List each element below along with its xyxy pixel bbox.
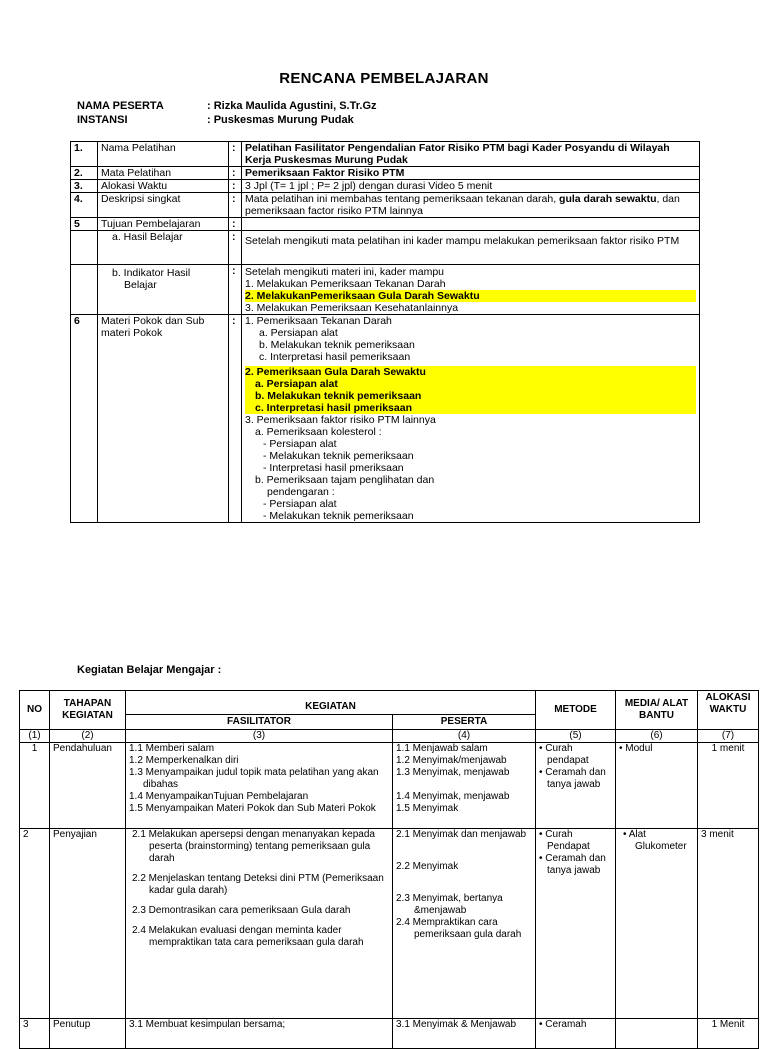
table-row [71,180,700,193]
nama-peserta-value: : Rizka Maulida Agustini, S.Tr.Gz [207,100,377,112]
row-separator: : [229,265,242,315]
materi-line: pendengaran : [267,486,335,498]
row-value: 3 Jpl (T= 1 jpl ; P= 2 jpl) dengan durasi Video 5 menit [242,180,700,193]
row-no: 1 [20,743,50,829]
table-row [20,743,759,829]
materi-line: 1. Pemeriksaan Tekanan Darah [245,315,392,327]
row-separator: : [229,315,242,523]
instansi-label: INSTANSI [77,114,128,126]
activity-line: 1.5 Menyampaikan Materi Pokok dan Sub Materi Pokok [129,803,376,814]
colnum-row [20,730,759,743]
row-number: 1. [71,142,98,167]
row-peserta [393,829,536,1019]
materi-line-highlighted: a. Persiapan alat [245,378,696,390]
row-value: Setelah mengikuti mata pelatihan ini kader mampu melakukan pemeriksaan faktor risiko PTM [242,231,700,265]
row-value [242,315,700,523]
activity-line: 3.1 Membuat kesimpulan bersama; [129,1019,286,1030]
activity-line: 1.5 Menyimak [396,803,459,814]
row-no: 2 [20,829,50,1019]
activity-line: 1.1 Memberi salam [129,743,215,754]
colnum: (4) [393,730,536,743]
table-row [71,231,700,265]
activity-line: 2.1 Melakukan apersepsi dengan menanyakan kepada peserta (brainstorming) tentang pemeriksaan gula darah [132,829,375,864]
materi-line: c. Interpretasi hasil pemeriksaan [259,351,411,363]
materi-line-highlighted: 2. Pemeriksaan Gula Darah Sewaktu [245,366,696,378]
activity-line: 1.2 Menyimak/menjawab [396,755,507,766]
row-separator: : [229,167,242,180]
activity-line: 1.3 Menyampaikan judul topik mata pelatihan yang akan dibahas [129,767,379,790]
row-number: 3. [71,180,98,193]
method-item: • Curah pendapat [539,743,589,766]
col-header-tahapan: TAHAPAN KEGIATAN [50,691,126,730]
activity-line: 2.4 Mempraktikan cara pemeriksaan gula darah [396,917,522,940]
row-number: 6 [71,315,98,523]
activity-line: 1.4 Menyimak, menjawab [396,791,510,802]
materi-line-highlighted: b. Melakukan teknik pemeriksaan [245,390,696,402]
activity-line: 2.3 Menyimak, bertanya &menjawab [396,893,503,916]
row-label [98,265,229,315]
table-row [71,218,700,231]
table-row [20,1019,759,1049]
desc-part-c: , dan pemeriksaan factor risiko PTM lainnya [245,193,680,217]
row-separator: : [229,142,242,167]
row-tahapan: Penyajian [50,829,126,1019]
desc-part-b: gula darah sewaktu [559,193,657,205]
col-header-no: NO [20,691,50,730]
row-label: Alokasi Waktu [98,180,229,193]
row-label: Materi Pokok dan Sub materi Pokok [98,315,229,523]
instansi-row [77,114,354,126]
materi-line: - Persiapan alat [263,438,337,450]
colnum: (2) [50,730,126,743]
row-peserta [393,743,536,829]
row-metode [536,829,616,1019]
row-metode [536,743,616,829]
media-item: • Modul [619,743,653,754]
method-item: • Ceramah dan tanya jawab [539,767,606,790]
row-separator: : [229,218,242,231]
colnum: (1) [20,730,50,743]
method-item: • Ceramah [539,1019,587,1030]
col-header-peserta: PESERTA [393,715,536,730]
kbm-table [19,690,759,1049]
lesson-plan-table [70,141,700,523]
col-header-alokasi: ALOKASI WAKTU [698,691,759,730]
row-media [616,1019,698,1049]
activity-line: 1.2 Memperkenalkan diri [129,755,239,766]
materi-line: - Melakukan teknik pemeriksaan [263,450,414,462]
table-row [71,142,700,167]
activity-line: 1.4 MenyampaikanTujuan Pembelajaran [129,791,309,802]
colnum: (5) [536,730,616,743]
media-item: • Alat Glukometer [623,829,687,852]
col-header-kegiatan: KEGIATAN [126,691,536,715]
page-title: RENCANA PEMBELAJARAN [279,70,489,87]
materi-line: - Melakukan teknik pemeriksaan [263,510,414,522]
indicator-line: 3. Melakukan Pemeriksaan Kesehatanlainnya [245,302,459,314]
row-number [71,231,98,265]
row-value [242,265,700,315]
row-tahapan: Pendahuluan [50,743,126,829]
row-fasilitator [126,829,393,1019]
row-fasilitator [126,1019,393,1049]
activity-line: 1.1 Menjawab salam [396,743,488,754]
row-separator: : [229,193,242,218]
indicator-line: 1. Melakukan Pemeriksaan Tekanan Darah [245,278,446,290]
table-row [71,167,700,180]
method-item: • Curah Pendapat [539,829,590,852]
method-item: • Ceramah dan tanya jawab [539,853,606,876]
indicator-line-highlighted: 2. MelakukanPemeriksaan Gula Darah Sewaktu [245,290,696,302]
materi-line: a. Persiapan alat [259,327,338,339]
row-fasilitator [126,743,393,829]
desc-part-a: Mata pelatihan ini membahas tentang pemeriksaan tekanan darah, [245,193,560,205]
row-metode [536,1019,616,1049]
row-waktu: 1 Menit [698,1019,759,1049]
row-number: 5 [71,218,98,231]
materi-line-highlighted: c. Interpretasi hasil pmeriksaan [245,402,696,414]
col-header-media: MEDIA/ ALAT BANTU [616,691,698,730]
indicator-label: b. Indikator Hasil Belajar [112,267,191,291]
header-row [20,691,759,715]
nama-peserta-row [77,100,377,112]
row-waktu: 1 menit [698,743,759,829]
activity-line: 2.2 Menyimak [396,861,459,872]
row-peserta [393,1019,536,1049]
activity-line: 2.2 Menjelaskan tentang Deteksi dini PTM (Pemeriksaan kadar gula darah) [132,873,384,896]
table-row [20,829,759,1019]
row-label: Tujuan Pembelajaran [98,218,229,231]
row-label: Nama Pelatihan [98,142,229,167]
row-label: Mata Pelatihan [98,167,229,180]
row-value [242,193,700,218]
activity-line: 3.1 Menyimak & Menjawab [396,1019,517,1030]
nama-peserta-label: NAMA PESERTA [77,100,164,112]
col-header-metode: METODE [536,691,616,730]
activity-line: 1.3 Menyimak, menjawab [396,767,510,778]
row-value: Pelatihan Fasilitator Pengendalian Fator Risiko PTM bagi Kader Posyandu di Wilayah Kerja Puskesmas Murung Pudak [242,142,700,167]
materi-line: a. Pemeriksaan kolesterol : [255,426,382,438]
row-no: 3 [20,1019,50,1049]
activity-line: 2.4 Melakukan evaluasi dengan meminta kader mempraktikan tata cara pemeriksaan gula darah [132,925,364,948]
row-number: 2. [71,167,98,180]
row-number: 4. [71,193,98,218]
materi-line: b. Melakukan teknik pemeriksaan [259,339,415,351]
row-value: Pemeriksaan Faktor Risiko PTM [242,167,700,180]
activity-line: 2.1 Menyimak dan menjawab [396,829,527,840]
row-media [616,829,698,1019]
table-row [71,265,700,315]
colnum: (6) [616,730,698,743]
row-label: Deskripsi singkat [98,193,229,218]
row-waktu: 3 menit [698,829,759,1019]
col-header-fasilitator: FASILITATOR [126,715,393,730]
table-row [71,193,700,218]
activity-line: 2.3 Demontrasikan cara pemeriksaan Gula darah [132,905,351,916]
kbm-title: Kegiatan Belajar Mengajar : [77,664,222,676]
colnum: (7) [698,730,759,743]
row-number [71,265,98,315]
instansi-value: : Puskesmas Murung Pudak [207,114,354,126]
table-row [71,315,700,523]
row-media [616,743,698,829]
materi-line: - Interpretasi hasil pmeriksaan [263,462,404,474]
row-label: a. Hasil Belajar [98,231,229,265]
materi-line: - Persiapan alat [263,498,337,510]
materi-line: 3. Pemeriksaan faktor risiko PTM lainnya [245,414,436,426]
row-separator: : [229,180,242,193]
materi-line: b. Pemeriksaan tajam penglihatan dan [255,474,435,486]
colnum: (3) [126,730,393,743]
indicator-line: Setelah mengikuti materi ini, kader mampu [245,266,445,278]
row-tahapan: Penutup [50,1019,126,1049]
row-value [242,218,700,231]
row-separator: : [229,231,242,265]
